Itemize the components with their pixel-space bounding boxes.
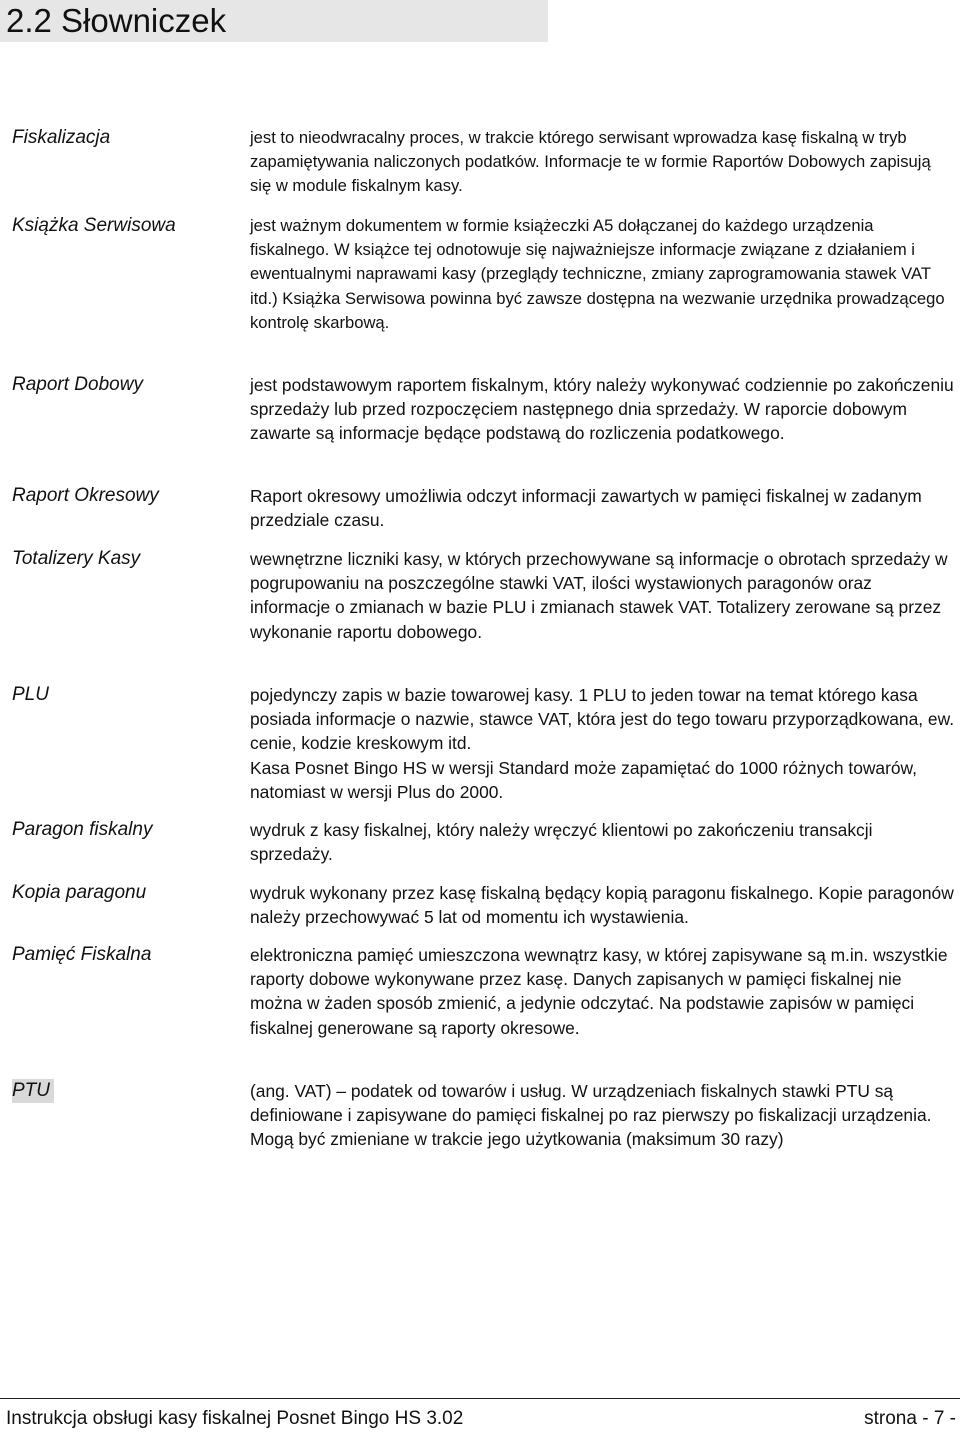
definition-paragraph: wydruk wykonany przez kasę fiskalną będący kopią paragonu fiskalnego. Kopie paragonów należy przechowywać 5 lat od momentu ich wystawienia. (250, 883, 954, 928)
definition-paragraph: jest to nieodwracalny proces, w trakcie którego serwisant wprowadza kasę fiskalną w tryb zapamiętywania naliczonych podatków. Informacje te w formie Raportów Dobowych zapisują się w module fiskalnym kasy. (250, 128, 931, 196)
glossary-term: Paragon fiskalny (12, 819, 153, 840)
glossary-term: Kopia paragonu (12, 882, 147, 903)
glossary-definition (250, 683, 955, 804)
definition-paragraph: (ang. VAT) – podatek od towarów i usług. W urządzeniach fiskalnych stawki PTU są definiowane i zapisywane do pamięci fiskalnej po raz pierwszy po fiskalizacji urządzenia. Mogą być zmieniane w trakcie jego użytkowania (maksimum 30 razy) (250, 1081, 932, 1150)
glossary-definition (250, 881, 955, 929)
definition-paragraph: jest podstawowym raportem fiskalnym, który należy wykonywać codziennie po zakończeniu sprzedaży lub przed rozpoczęciem następnego dnia sprzedaży. W raporcie dobowym zawarte są informacje będące podstawą do rozliczenia podatkowego. (250, 375, 954, 444)
definition-paragraph: jest ważnym dokumentem w formie książeczki A5 dołączanej do każdego urządzenia fiskalnego. W książce tej odnotowuje się najważniejsze informacje związane z działaniem i ewentualnymi naprawami kasy (przeglądy techniczne, zmiany zaprogramowania stawek VAT itd.) Książka Serwisowa powinna być zawsze dostępna na wezwanie urzędnika prowadzącego kontrolę skarbową. (250, 216, 945, 332)
glossary-definition (250, 373, 955, 446)
glossary-definition (250, 547, 955, 644)
definition-paragraph: pojedynczy zapis w bazie towarowej kasy. 1 PLU to jeden towar na temat którego kasa posiada informacje o nazwie, stawce VAT, która jest do tego towaru przyporządkowana, ew. cenie, kodzie kreskowym itd. (250, 685, 955, 754)
glossary-term: Raport Dobowy (12, 374, 143, 395)
definition-paragraph: Kasa Posnet Bingo HS w wersji Standard może zapamiętać do 1000 różnych towarów, natomiast w wersji Plus do 2000. (250, 757, 917, 802)
glossary-definition (250, 126, 955, 199)
glossary-definition (250, 818, 955, 866)
definition-paragraph: elektroniczna pamięć umieszczona wewnątrz kasy, w której zapisywane są m.in. wszystkie raporty dobowe wykonywane przez kasę. Danych zapisanych w pamięci fiskalnej nie można w żaden sposób zmienić, a jedynie odczytać. Na podstawie zapisów w pamięci fiskalnej generowane są raporty okresowe. (250, 945, 948, 1038)
glossary-term: Totalizery Kasy (12, 548, 141, 569)
glossary-term: Fiskalizacja (12, 127, 111, 148)
definition-paragraph: wydruk z kasy fiskalnej, który należy wręczyć klientowi po zakończeniu transakcji sprzedaży. (250, 820, 873, 865)
glossary-term: Raport Okresowy (12, 485, 159, 506)
glossary-definition (250, 1079, 955, 1152)
glossary-term: PTU (12, 1079, 54, 1103)
definition-paragraph: wewnętrzne liczniki kasy, w których przechowywane są informacje o obrotach sprzedaży w pogrupowaniu na poszczególne stawki VAT, ilości wystawionych paragonów oraz informacje o zmianach w bazie PLU i zmianach stawek VAT. Totalizery zerowane są przez wykonanie raportu dobowego. (250, 549, 948, 642)
glossary-definition (250, 943, 955, 1040)
definition-paragraph: Raport okresowy umożliwia odczyt informacji zawartych w pamięci fiskalnej w zadanym przedziale czasu. (250, 486, 922, 531)
footer-document-title: Instrukcja obsługi kasy fiskalnej Posnet Bingo HS 3.02 (6, 1408, 464, 1429)
glossary-term: Książka Serwisowa (12, 215, 176, 236)
footer-page-number: strona - 7 - (864, 1408, 956, 1429)
glossary-term: Pamięć Fiskalna (12, 944, 152, 965)
footer-divider (0, 1398, 960, 1399)
glossary-term: PLU (12, 684, 49, 705)
glossary-definition (250, 484, 955, 532)
section-title: 2.2 Słowniczek (6, 2, 227, 39)
glossary-definition (250, 214, 955, 335)
